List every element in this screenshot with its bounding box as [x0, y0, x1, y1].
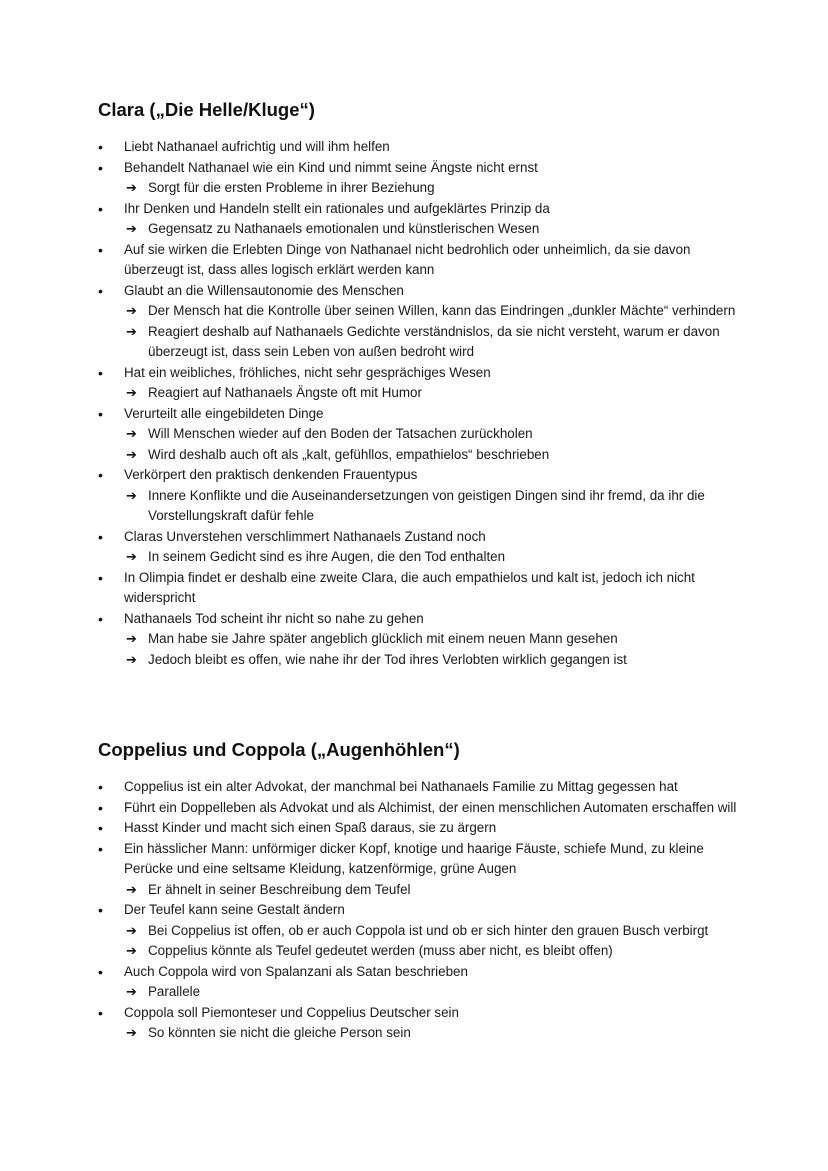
- sub-point-item: [124, 178, 738, 199]
- bullet-item: [98, 199, 738, 240]
- sub-point-list: [124, 424, 738, 465]
- sub-point-list: [124, 921, 738, 962]
- bullet-item: [98, 839, 738, 901]
- bullet-text: Ihr Denken und Handeln stellt ein rationales und aufgeklärtes Prinzip da: [124, 200, 550, 216]
- bullet-item: [98, 404, 738, 466]
- sub-point-list: [124, 629, 738, 670]
- bullet-text: Ein hässlicher Mann: unförmiger dicker Kopf, knotige und haarige Fäuste, schiefe Mund, zu kleine Perücke und eine seltsame Kleidung, katzenförmige, grüne Augen: [124, 840, 704, 876]
- sub-point-item: [124, 322, 738, 363]
- bullet-item: [98, 363, 738, 404]
- arrow-right-icon: ➔: [126, 426, 137, 441]
- sub-point-text: In seinem Gedicht sind es ihre Augen, die den Tod enthalten: [148, 549, 506, 564]
- bullet-item: [98, 818, 738, 839]
- sub-point-list: [124, 982, 738, 1003]
- sub-point-text: Coppelius könnte als Teufel gedeutet werden (muss aber nicht, es bleibt offen): [148, 943, 613, 958]
- arrow-right-icon: ➔: [126, 303, 137, 318]
- sub-point-text: Wird deshalb auch oft als „kalt, gefühllos, empathielos“ beschrieben: [148, 446, 550, 462]
- sub-point-text: So könnten sie nicht die gleiche Person sein: [148, 1025, 411, 1040]
- arrow-right-icon: ➔: [126, 180, 137, 195]
- sub-point-text: Sorgt für die ersten Probleme in ihrer Beziehung: [148, 180, 435, 195]
- bullet-item: [98, 798, 738, 819]
- sub-point-list: [124, 547, 738, 568]
- section-heading-clara: Clara („Die Helle/Kluge“): [98, 99, 315, 120]
- arrow-right-icon: ➔: [126, 631, 137, 646]
- sub-point-item: [124, 629, 738, 650]
- sub-point-text: Innere Konflikte und die Auseinandersetzungen von geistigen Dingen sind ihr fremd, da ihr die Vorstellungskraft dafür fehle: [148, 487, 705, 523]
- arrow-right-icon: ➔: [126, 549, 137, 564]
- bullet-item: [98, 962, 738, 1003]
- sub-point-item: [124, 941, 738, 962]
- sub-point-text: Er ähnelt in seiner Beschreibung dem Teufel: [148, 881, 411, 897]
- sub-point-item: [124, 301, 738, 322]
- bullet-item: [98, 158, 738, 199]
- bullet-text: Verkörpert den praktisch denkenden Frauentypus: [124, 467, 418, 482]
- sub-point-list: [124, 486, 738, 527]
- sub-point-text: Man habe sie Jahre später angeblich glücklich mit einem neuen Mann gesehen: [148, 631, 618, 646]
- bullet-item: [98, 137, 738, 158]
- sub-point-item: [124, 880, 738, 901]
- bullet-item: [98, 609, 738, 671]
- section-coppelius: [98, 737, 738, 1044]
- bullet-text: Behandelt Nathanael wie ein Kind und nimmt seine Ängste nicht ernst: [124, 159, 538, 175]
- sub-point-item: [124, 424, 738, 445]
- bullet-text: Auf sie wirken die Erlebten Dinge von Nathanael nicht bedrohlich oder unheimlich, da sie davon überzeugt ist, dass alles logisch erklärt werden kann: [124, 241, 691, 277]
- sub-point-list: [124, 178, 738, 199]
- arrow-right-icon: ➔: [126, 922, 137, 938]
- arrow-right-icon: ➔: [126, 984, 137, 999]
- bullet-text: Verurteilt alle eingebildeten Dinge: [124, 405, 324, 421]
- sub-point-item: [124, 219, 738, 240]
- arrow-right-icon: ➔: [126, 943, 137, 958]
- bullet-text: Glaubt an die Willensautonomie des Menschen: [124, 282, 404, 298]
- sub-point-list: [124, 880, 738, 901]
- sub-point-item: [124, 445, 738, 466]
- sub-point-item: [124, 547, 738, 568]
- bullet-text: Führt ein Doppelleben als Advokat und als Alchimist, der einen menschlichen Automaten erschaffen will: [124, 799, 737, 815]
- sub-point-text: Reagiert deshalb auf Nathanaels Gedichte verständnislos, da sie nicht versteht, warum er davon überzeugt ist, dass sein Leben von außen bedroht wird: [148, 323, 720, 359]
- sub-point-text: Jedoch bleibt es offen, wie nahe ihr der Tod ihres Verlobten wirklich gegangen ist: [148, 651, 627, 667]
- arrow-right-icon: ➔: [126, 651, 137, 667]
- bullet-list: [98, 777, 738, 1044]
- arrow-right-icon: ➔: [126, 881, 137, 897]
- bullet-text: Hat ein weibliches, fröhliches, nicht sehr gesprächiges Wesen: [124, 364, 491, 380]
- sub-point-list: [124, 219, 738, 240]
- bullet-text: Liebt Nathanael aufrichtig und will ihm helfen: [124, 139, 390, 154]
- section-heading-coppelius: Coppelius und Coppola („Augenhöhlen“): [98, 739, 460, 760]
- sub-point-text: Reagiert auf Nathanaels Ängste oft mit Humor: [148, 385, 422, 400]
- bullet-text: Hasst Kinder und macht sich einen Spaß daraus, sie zu ärgern: [124, 820, 497, 835]
- bullet-item: [98, 281, 738, 363]
- arrow-right-icon: ➔: [126, 385, 137, 400]
- bullet-item: [98, 777, 738, 798]
- section-clara: [98, 97, 738, 670]
- bullet-text: Coppola soll Piemonteser und Coppelius Deutscher sein: [124, 1004, 459, 1020]
- bullet-text: Nathanaels Tod scheint ihr nicht so nahe zu gehen: [124, 610, 424, 626]
- bullet-list: [98, 137, 738, 670]
- sub-point-text: Will Menschen wieder auf den Boden der Tatsachen zurückholen: [148, 426, 533, 441]
- bullet-text: Der Teufel kann seine Gestalt ändern: [124, 902, 345, 917]
- sub-point-list: [124, 1023, 738, 1044]
- arrow-right-icon: ➔: [126, 446, 137, 462]
- bullet-item: [98, 465, 738, 527]
- arrow-right-icon: ➔: [126, 221, 137, 236]
- arrow-right-icon: ➔: [126, 1025, 137, 1040]
- sub-point-text: Gegensatz zu Nathanaels emotionalen und künstlerischen Wesen: [148, 221, 540, 236]
- sub-point-item: [124, 650, 738, 671]
- sub-point-item: [124, 982, 738, 1003]
- bullet-text: Claras Unverstehen verschlimmert Nathanaels Zustand noch: [124, 528, 486, 544]
- sub-point-list: [124, 383, 738, 404]
- sub-point-item: [124, 383, 738, 404]
- arrow-right-icon: ➔: [126, 323, 137, 339]
- sub-point-item: [124, 921, 738, 942]
- bullet-text: In Olimpia findet er deshalb eine zweite Clara, die auch empathielos und kalt ist, jedoch ich nicht widerspricht: [124, 569, 695, 605]
- bullet-item: [98, 240, 738, 281]
- sub-point-text: Bei Coppelius ist offen, ob er auch Coppola ist und ob er sich hinter den grauen Busch verbirgt: [148, 922, 709, 938]
- bullet-text: Coppelius ist ein alter Advokat, der manchmal bei Nathanaels Familie zu Mittag gegessen hat: [124, 779, 678, 794]
- arrow-right-icon: ➔: [126, 487, 137, 503]
- sub-point-text: Der Mensch hat die Kontrolle über seinen Willen, kann das Eindringen „dunkler Mächte“ verhindern: [148, 303, 736, 318]
- bullet-item: [98, 568, 738, 609]
- bullet-item: [98, 900, 738, 962]
- bullet-item: [98, 1003, 738, 1044]
- sub-point-list: [124, 301, 738, 363]
- sub-point-item: [124, 1023, 738, 1044]
- bullet-item: [98, 527, 738, 568]
- bullet-text: Auch Coppola wird von Spalanzani als Satan beschrieben: [124, 963, 468, 979]
- sub-point-text: Parallele: [148, 984, 201, 999]
- sub-point-item: [124, 486, 738, 527]
